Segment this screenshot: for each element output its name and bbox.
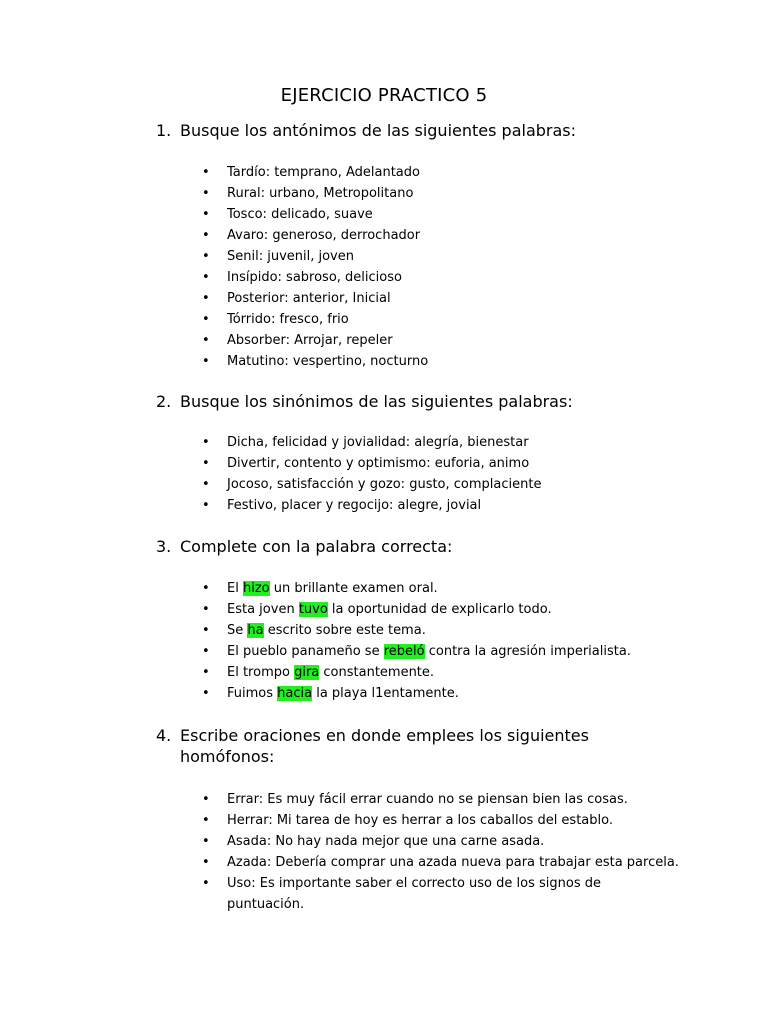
bullet-icon: • [202,354,210,369]
bullet-icon: • [202,665,210,680]
list-item: • Herrar: Mi tarea de hoy es herrar a los caballos del establo. [202,810,702,831]
document-title: EJERCICIO PRACTICO 5 [280,85,488,106]
bullet-icon: • [202,333,210,348]
bullet-icon: • [202,270,210,285]
list-item: • El hizo un brillante examen oral. [202,578,702,599]
list-item: • Senil: juvenil, joven [202,246,702,267]
section-4-number: 4. [156,726,172,745]
section-2-heading [156,391,676,412]
list-item: • Tardío: temprano, Adelantado [202,162,702,183]
bullet-icon: • [202,813,210,828]
highlighted-answer: gira [294,665,320,680]
list-item: • Insípido: sabroso, delicioso [202,267,702,288]
bullet-icon: • [202,249,210,264]
list-item: • Avaro: generoso, derrochador [202,225,702,246]
section-1-heading-text: Busque los antónimos de las siguientes palabras: [180,121,577,140]
section-4-heading [156,725,676,767]
bullet-icon: • [202,876,210,891]
highlighted-answer: tuvo [298,602,328,617]
bullet-icon: • [202,312,210,327]
list-item: • Fuimos hacia la playa l1entamente. [202,683,702,704]
section-4-heading-line-2: homófonos: [180,747,275,766]
list-item [202,873,702,915]
list-item: • Se ha escrito sobre este tema. [202,620,702,641]
list-item: • Matutino: vespertino, nocturno [202,351,702,372]
bullet-icon: • [202,435,210,450]
section-3-heading [156,536,676,557]
list-item: • Azada: Debería comprar una azada nueva para trabajar esta parcela. [202,852,702,873]
list-item: • El trompo gira constantemente. [202,662,702,683]
bullet-icon: • [202,477,210,492]
section-2-heading-text: Busque los sinónimos de las siguientes palabras: [180,392,573,411]
complete-word-list [202,578,702,704]
bullet-icon: • [202,623,210,638]
list-item: • Esta joven tuvo la oportunidad de explicarlo todo. [202,599,702,620]
list-item: • Jocoso, satisfacción y gozo: gusto, complaciente [202,474,702,495]
list-item: • Festivo, placer y regocijo: alegre, jovial [202,495,702,516]
list-item: • Posterior: anterior, Inicial [202,288,702,309]
bullet-icon: • [202,165,210,180]
bullet-icon: • [202,228,210,243]
list-item-line-2: puntuación. [227,897,305,912]
bullet-icon: • [202,686,210,701]
bullet-icon: • [202,207,210,222]
list-item: • Errar: Es muy fácil errar cuando no se piensan bien las cosas. [202,789,702,810]
bullet-icon: • [202,186,210,201]
synonyms-list [202,432,702,516]
list-item: • El pueblo panameño se rebeló contra la agresión imperialista. [202,641,702,662]
section-1-number: 1. [156,121,172,140]
list-item: • Divertir, contento y optimismo: euforia, animo [202,453,702,474]
list-item: • Absorber: Arrojar, repeler [202,330,702,351]
antonyms-list [202,162,702,372]
list-item-line-1: Uso: Es importante saber el correcto uso de los signos de [227,876,601,891]
bullet-icon: • [202,855,210,870]
bullet-icon: • [202,834,210,849]
section-1-heading [156,120,676,141]
highlighted-answer: hacia [277,686,313,701]
section-3-number: 3. [156,537,172,556]
homophones-list [202,789,702,915]
bullet-icon: • [202,602,210,617]
list-item: • Tosco: delicado, suave [202,204,702,225]
bullet-icon: • [202,792,210,807]
list-item: • Asada: No hay nada mejor que una carne asada. [202,831,702,852]
bullet-icon: • [202,644,210,659]
bullet-icon: • [202,456,210,471]
section-2-number: 2. [156,392,172,411]
bullet-icon: • [202,581,210,596]
list-item: • Dicha, felicidad y jovialidad: alegría, bienestar [202,432,702,453]
bullet-icon: • [202,498,210,513]
section-4-heading-line-1: Escribe oraciones en donde emplees los siguientes [180,726,589,745]
highlighted-answer: hizo [242,581,270,596]
list-item: • Tórrido: fresco, frio [202,309,702,330]
highlighted-answer: ha [247,623,264,638]
list-item: • Rural: urbano, Metropolitano [202,183,702,204]
bullet-icon: • [202,291,210,306]
highlighted-answer: rebeló [383,644,425,659]
section-3-heading-text: Complete con la palabra correcta: [180,537,453,556]
